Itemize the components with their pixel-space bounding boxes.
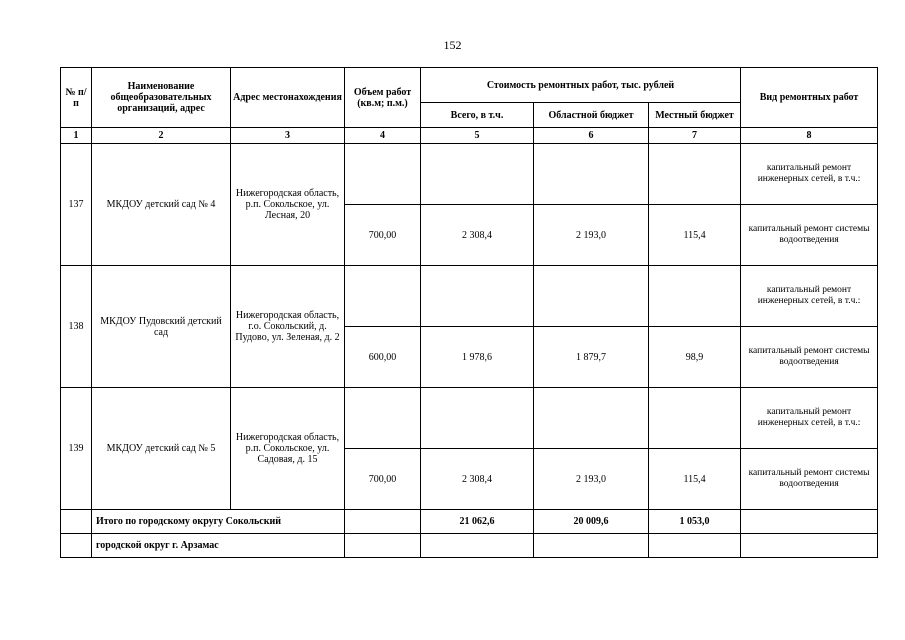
work-volume: 600,00 <box>345 327 421 388</box>
cost-regional: 1 879,7 <box>534 327 649 388</box>
org-name: МКДОУ Пудовский детский сад <box>92 266 231 388</box>
work-type: капитальный ремонт системы водоотведения <box>741 205 878 266</box>
repair-table <box>60 67 878 558</box>
org-address: Нижегородская область, р.п. Сокольское, ул. Садовая, д. 15 <box>231 388 345 510</box>
header-worktype: Вид ремонтных работ <box>741 68 878 128</box>
total-regional: 20 009,6 <box>534 510 649 534</box>
work-volume: 700,00 <box>345 205 421 266</box>
total-row <box>61 510 878 534</box>
header-local: Местный бюджет <box>649 103 741 128</box>
org-address: Нижегородская область, г.о. Сокольский, д. Пудово, ул. Зеленая, д. 2 <box>231 266 345 388</box>
column-number: 6 <box>534 128 649 144</box>
page-number: 152 <box>443 38 462 52</box>
total-local: 1 053,0 <box>649 510 741 534</box>
work-type: капитальный ремонт системы водоотведения <box>741 449 878 510</box>
section-label: городской округ г. Арзамас <box>92 534 345 558</box>
column-number: 7 <box>649 128 741 144</box>
header-total: Всего, в т.ч. <box>421 103 534 128</box>
column-number-row <box>61 128 878 144</box>
header-cost: Стоимость ремонтных работ, тыс. рублей <box>421 68 741 103</box>
total-label: Итого по городскому округу Сокольский <box>92 510 345 534</box>
section-row <box>61 534 878 558</box>
cost-local: 115,4 <box>649 449 741 510</box>
cost-total: 2 308,4 <box>421 205 534 266</box>
work-type: капитальный ремонт системы водоотведения <box>741 327 878 388</box>
work-type: капитальный ремонт инженерных сетей, в т.ч.: <box>741 144 878 205</box>
work-type: капитальный ремонт инженерных сетей, в т.ч.: <box>741 388 878 449</box>
total-sum: 21 062,6 <box>421 510 534 534</box>
row-num: 138 <box>61 266 92 388</box>
cost-local: 98,9 <box>649 327 741 388</box>
cost-total: 2 308,4 <box>421 449 534 510</box>
column-number: 8 <box>741 128 878 144</box>
header-num: № п/п <box>61 68 92 128</box>
row-num: 139 <box>61 388 92 510</box>
work-volume: 700,00 <box>345 449 421 510</box>
org-name: МКДОУ детский сад № 4 <box>92 144 231 266</box>
table-row <box>61 266 878 327</box>
header-regional: Областной бюджет <box>534 103 649 128</box>
table-row <box>61 144 878 205</box>
org-address: Нижегородская область, р.п. Сокольское, ул. Лесная, 20 <box>231 144 345 266</box>
work-type: капитальный ремонт инженерных сетей, в т.ч.: <box>741 266 878 327</box>
cost-regional: 2 193,0 <box>534 449 649 510</box>
cost-regional: 2 193,0 <box>534 205 649 266</box>
column-number: 5 <box>421 128 534 144</box>
header-volume: Объем работ (кв.м; п.м.) <box>345 68 421 128</box>
table-row <box>61 388 878 449</box>
column-number: 3 <box>231 128 345 144</box>
org-name: МКДОУ детский сад № 5 <box>92 388 231 510</box>
column-number: 4 <box>345 128 421 144</box>
row-num: 137 <box>61 144 92 266</box>
header-name: Наименование общеобразовательных организаций, адрес <box>92 68 231 128</box>
cost-total: 1 978,6 <box>421 327 534 388</box>
column-number: 1 <box>61 128 92 144</box>
cost-local: 115,4 <box>649 205 741 266</box>
header-address: Адрес местонахождения <box>231 68 345 128</box>
column-number: 2 <box>92 128 231 144</box>
